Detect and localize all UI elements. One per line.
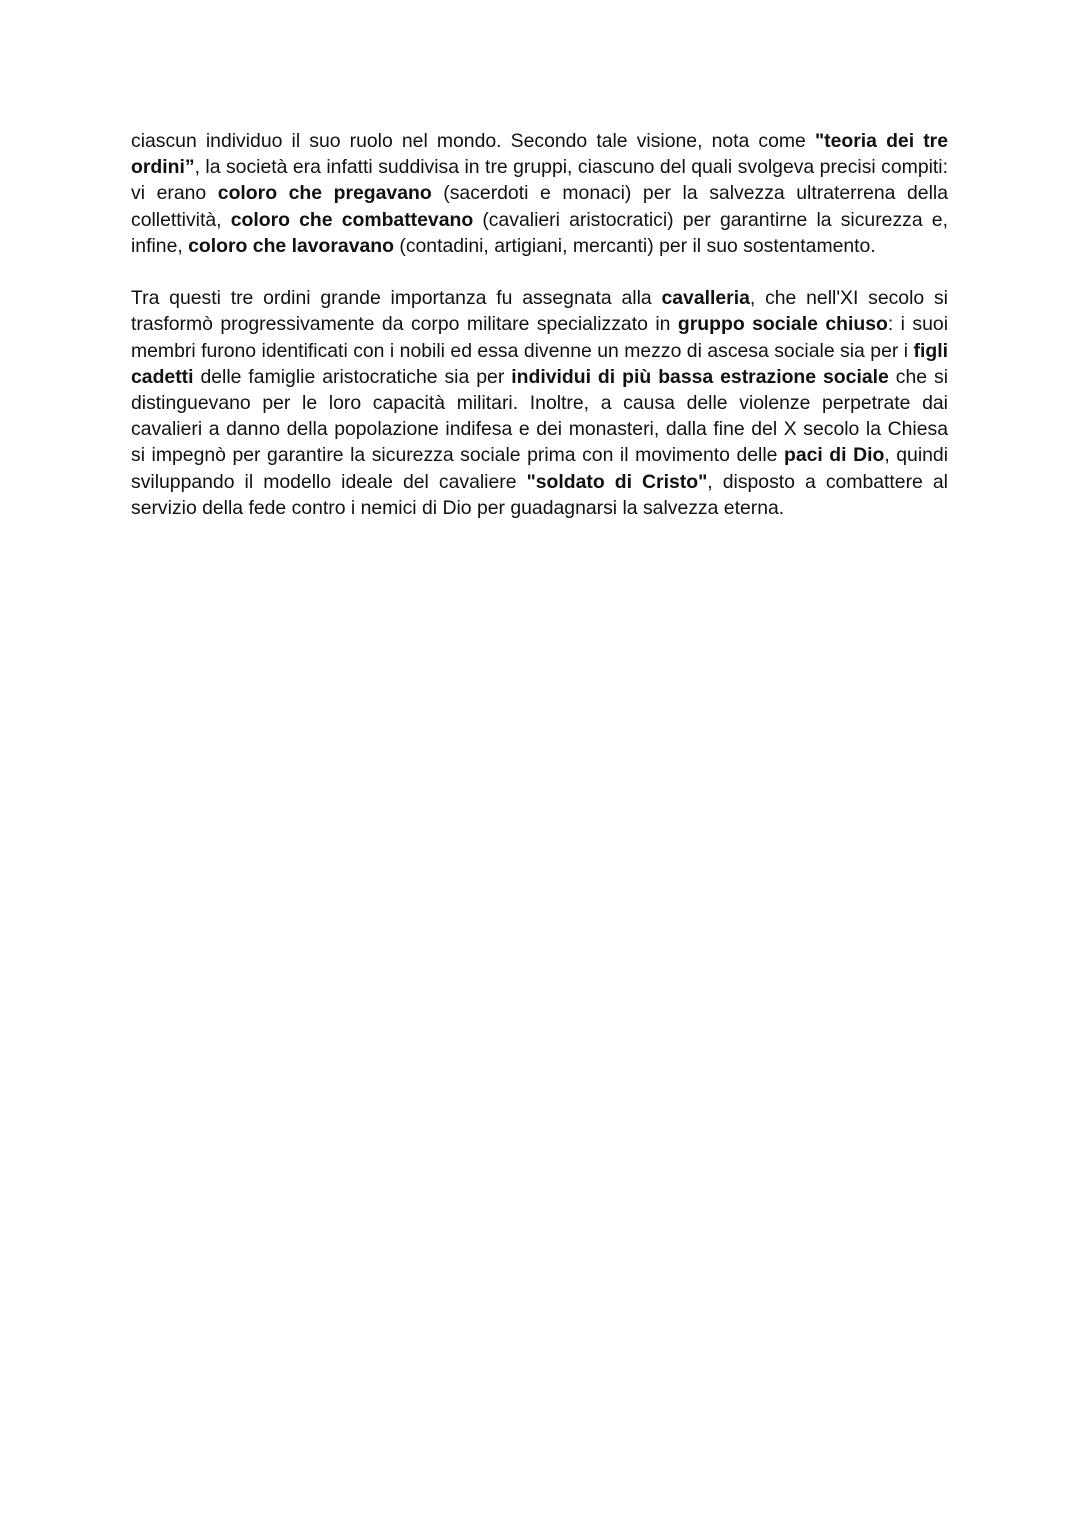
text-run: , che nell'XI secolo si trasformò progressivamente da corpo militare specializzato in	[131, 287, 948, 336]
text-run: , disposto a combattere al servizio della fede contro i nemici di Dio per guadagnarsi la salvezza eterna.	[131, 470, 948, 519]
text-run: : i suoi membri furono identificati con i nobili ed essa divenne un mezzo di ascesa sociale sia per i	[131, 313, 949, 362]
document-body	[131, 128, 948, 521]
bold-term: "soldato di Cristo"	[526, 470, 708, 493]
bold-term: coloro che combattevano	[230, 208, 474, 231]
text-run: delle famiglie aristocratiche sia per	[193, 365, 512, 388]
text-run: (sacerdoti e monaci) per la salvezza ultraterrena della collettività,	[131, 182, 948, 231]
text-run: (cavalieri aristocratici) per garantirne la sicurezza e, infine,	[131, 208, 948, 257]
text-run: (contadini, artigiani, mercanti) per il suo sostentamento.	[393, 234, 876, 257]
text-run: , la società era infatti suddivisa in tre gruppi, ciascuno del quali svolgeva precisi compiti: vi erano	[131, 156, 948, 205]
bold-term: figli cadetti	[131, 339, 948, 388]
bold-term: cavalleria	[661, 287, 750, 310]
bold-term: "teoria dei tre ordini”	[131, 130, 949, 179]
bold-term: coloro che pregavano	[217, 182, 432, 205]
text-run: Tra questi tre ordini grande importanza fu assegnata alla	[131, 287, 662, 310]
bold-term: coloro che lavoravano	[188, 234, 394, 257]
text-run: ciascun individuo il suo ruolo nel mondo. Secondo tale visione, nota come	[131, 130, 815, 152]
text-run: , quindi sviluppando il modello ideale del cavaliere	[131, 444, 949, 493]
bold-term: individui di più bassa estrazione sociale	[511, 365, 889, 388]
bold-term: gruppo sociale chiuso	[677, 313, 888, 336]
paragraph-three-orders	[131, 128, 948, 259]
paragraph-cavalleria	[131, 285, 948, 521]
bold-term: paci di Dio	[783, 444, 885, 467]
text-run: che si distinguevano per le loro capacità militari. Inoltre, a causa delle violenze perpetrate dai cavalieri a danno della popolazione indifesa e dei monasteri, dalla fine del X secolo la Chiesa si impegnò per garantire la sicurezza sociale prima con il movimento delle	[131, 365, 949, 467]
